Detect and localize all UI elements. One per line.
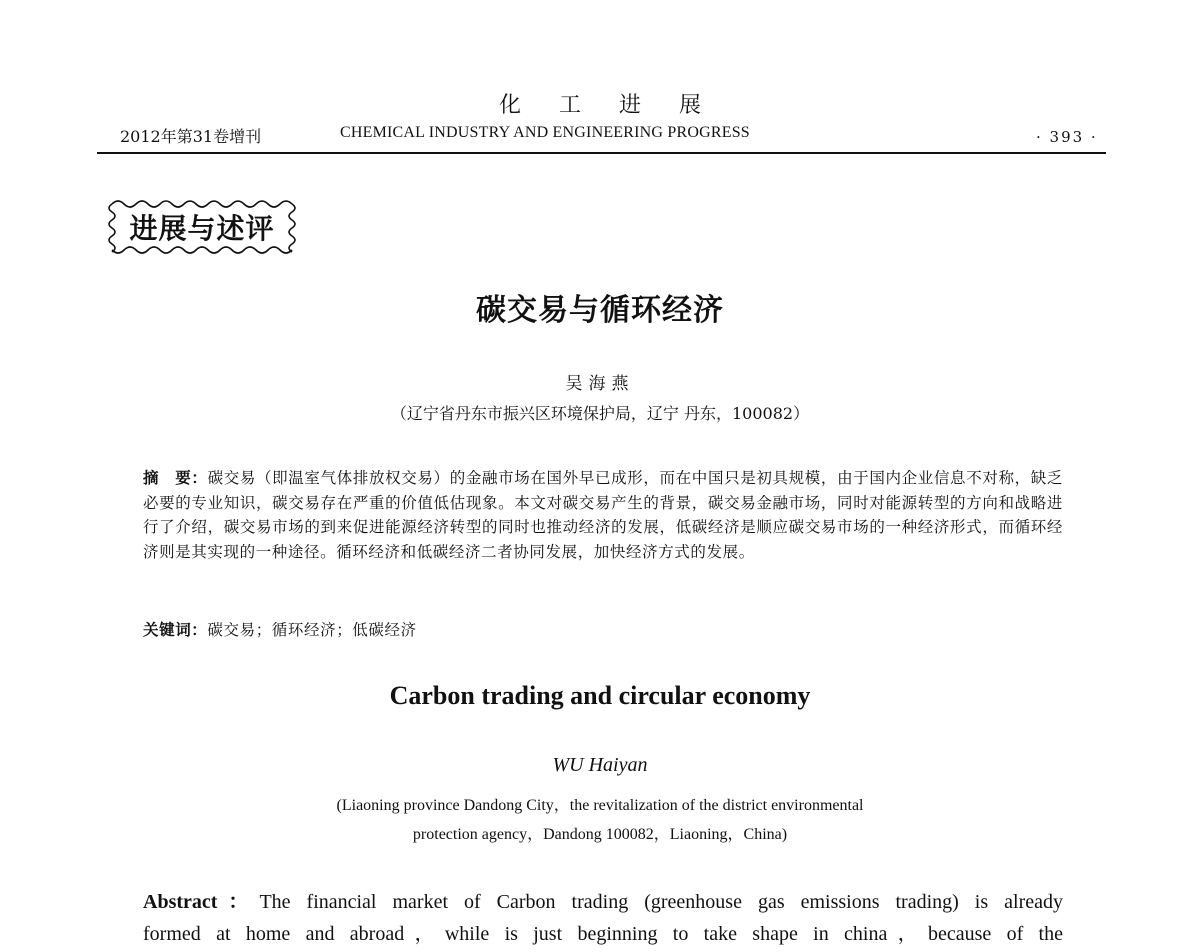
affiliation-en-line1: (Liaoning province Dandong City，the revitalization of the district environmental	[336, 797, 864, 814]
issue-label: 2012年第31卷增刊	[120, 127, 262, 146]
affiliation-en	[0, 791, 1200, 849]
abstract-cn-label: 摘 要：	[143, 469, 208, 487]
column-tag	[104, 196, 300, 258]
article-title-en: Carbon trading and circular economy	[389, 681, 811, 710]
header-rule	[97, 152, 1106, 154]
abstract-en-text-1: The financial market of Carbon trading (greenhouse gas emissions trading) is already	[259, 891, 1063, 913]
article-title-cn: 碳交易与循环经济	[476, 293, 724, 328]
page-number: · 393 ·	[1036, 128, 1098, 146]
affiliation-cn: （辽宁省丹东市振兴区环境保护局，辽宁 丹东，100082）	[390, 404, 810, 423]
journal-title-cn: 化工进展	[498, 93, 739, 118]
affiliation-en-line2: protection agency，Dandong 100082，Liaoning，China)	[412, 826, 788, 843]
column-tag-label: 进展与述评	[129, 212, 275, 245]
author-en: WU Haiyan	[552, 754, 648, 776]
journal-title-en: CHEMICAL INDUSTRY AND ENGINEERING PROGRESS	[340, 124, 750, 141]
abstract-en-line2: formed at home and abroad，while is just beginning to take shape in china，because of the	[143, 923, 1063, 945]
abstract-en-label: Abstract：	[143, 891, 260, 913]
abstract-en	[143, 886, 1063, 950]
abstract-en-line1	[143, 886, 1063, 918]
keywords-cn-text: 碳交易；循环经济；低碳经济	[207, 621, 417, 639]
keywords-cn-label: 关键词：	[143, 621, 208, 639]
author-cn: 吴海燕	[565, 374, 635, 394]
abstract-cn	[143, 466, 1063, 564]
keywords-cn	[143, 618, 417, 640]
abstract-cn-text: 碳交易（即温室气体排放权交易）的金融市场在国外早已成形，而在中国只是初具规模，由于国内企业信息不对称，缺乏必要的专业知识，碳交易存在严重的价值低估现象。本文对碳交易产生的背景，碳交易金融市场，同时对能源转型的方向和战略进行了介绍，碳交易市场的到来促进能源经济转型的同时也推动经济的发展，低碳经济是顺应碳交易市场的一种经济形式，而循环经济则是其实现的一种途径。循环经济和低碳经济二者协同发展，加快经济方式的发展。	[143, 469, 1063, 561]
